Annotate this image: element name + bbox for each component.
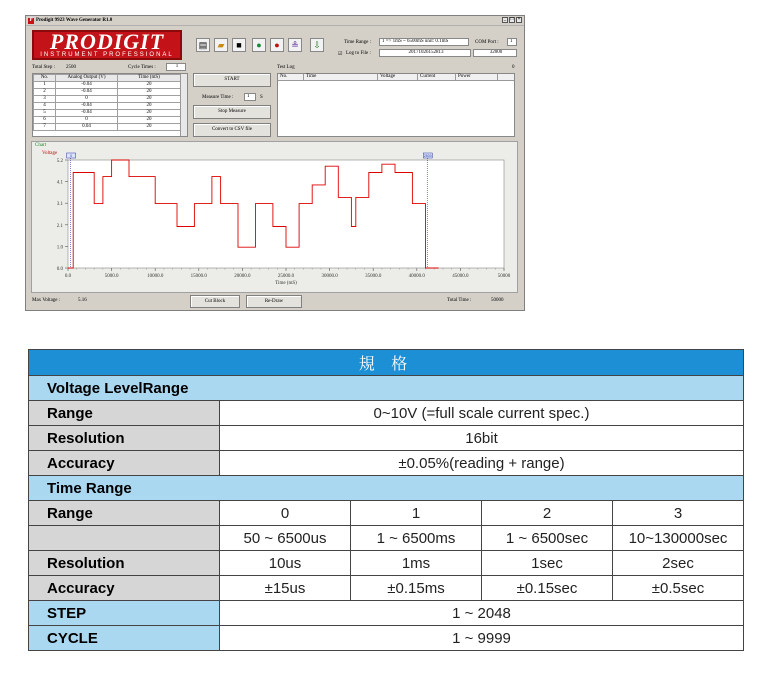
time-range-select[interactable]: 1 => 1mS ~ 6500mS unit: 0.1mS [379,38,469,46]
table-row[interactable] [34,96,181,103]
total-time-label: Total Time : [447,298,472,303]
window-controls [502,17,522,23]
time-range-1: 1 ~ 6500ms [351,526,482,551]
table-cell: -0.04 [56,82,118,89]
table-cell: 7 [34,124,56,131]
x-tick-label: 35000.0 [365,274,382,279]
chart-panel [31,141,518,293]
app-window [25,15,525,311]
time-col-2: 2 [482,501,613,526]
log-checkbox-icon[interactable]: ☑ [338,52,343,57]
start-button[interactable]: START [193,73,271,87]
table-cell: 1 [34,82,56,89]
col-no: No. [34,75,56,82]
step-table-scrollbar[interactable] [180,74,187,136]
y-tick-label: 2.1 [56,223,63,229]
time-range-blank [29,526,220,551]
time-accuracy-3: ±0.5sec [613,576,744,601]
voltage-range-label: Range [29,401,220,426]
voltage-chart[interactable] [32,142,517,292]
table-row[interactable] [34,82,181,89]
log-col-voltage: Voltage [378,74,418,80]
cut-block-button[interactable]: Cut Block [190,295,240,308]
time-col-1: 1 [351,501,482,526]
time-range-label: Time Range : [344,40,372,45]
table-row[interactable] [34,89,181,96]
time-range-0: 50 ~ 6500us [220,526,351,551]
time-range-2: 1 ~ 6500sec [482,526,613,551]
table-cell: -0.04 [56,110,118,117]
marker-label: 2500 [423,154,432,158]
table-row[interactable] [34,117,181,124]
log-to-file-label: Log to File : [346,51,371,56]
y-tick-label: 4.1 [56,180,63,186]
x-tick-label: 15000.0 [190,274,207,279]
save-icon[interactable]: ■ [232,38,246,52]
time-section-header: Time Range [29,476,744,501]
table-cell: 0 [56,96,118,103]
table-cell: -0.04 [56,89,118,96]
time-accuracy-label: Accuracy [29,576,220,601]
log-col-no: No. [278,74,304,80]
table-cell: 0 [56,117,118,124]
minimize-icon[interactable]: _ [503,17,507,22]
col-time: Time (mS) [118,75,181,82]
log-col-time: Time [304,74,378,80]
x-tick-label: 0.0 [64,274,72,279]
total-step-value: 2500 [66,65,76,70]
x-tick-label: 25000.0 [277,274,295,279]
add-icon[interactable]: ● [252,38,266,52]
table-cell: 4 [34,103,56,110]
step-value: 1 ~ 2048 [220,601,744,626]
time-accuracy-2: ±0.15sec [482,576,613,601]
prodigit-logo: PRODIGIT INSTRUMENT PROFESSIONAL [32,30,182,60]
voltage-resolution-value: 16bit [220,426,744,451]
x-tick-label: 10000.0 [147,274,164,279]
table-cell: 6 [34,117,56,124]
time-resolution-1: 1ms [351,551,482,576]
time-resolution-0: 10us [220,551,351,576]
marker-label: 0 [70,154,73,158]
time-accuracy-1: ±0.15ms [351,576,482,601]
y-tick-label: 1.0 [56,245,63,251]
total-step-label: Total Step : [32,65,55,70]
test-log-label: Test Log [277,65,295,70]
test-log-table [277,73,515,137]
convert-csv-button[interactable]: Convert to CSV file [193,123,271,137]
redraw-button[interactable]: Re-Draw [246,295,302,308]
cycle-label: CYCLE [29,626,220,651]
voltage-resolution-label: Resolution [29,426,220,451]
x-tick-label: 5000.0 [104,274,119,279]
title-bar [26,16,524,26]
table-cell: 20 [118,124,181,131]
test-log-header [278,74,514,81]
settings-icon[interactable]: ≗ [288,38,302,52]
time-resolution-label: Resolution [29,551,220,576]
cycle-times-label: Cycle Times : [128,65,156,70]
test-log-count: 0 [512,65,515,70]
voltage-accuracy-label: Accuracy [29,451,220,476]
close-icon[interactable]: × [517,17,521,22]
table-row[interactable] [34,110,181,117]
y-tick-label: 5.2 [56,159,63,164]
table-cell: 20 [118,89,181,96]
time-col-3: 3 [613,501,744,526]
table-cell: 3 [34,96,56,103]
log-col-current: Current [418,74,456,80]
cycle-times-input[interactable]: 1 [166,63,186,71]
y-axis-label: Voltage [42,151,58,156]
table-cell: 20 [118,110,181,117]
time-resolution-3: 2sec [613,551,744,576]
stop-icon[interactable]: ● [270,38,284,52]
x-axis-label: Time (mS) [275,281,297,286]
open-folder-icon[interactable]: ▰ [214,38,228,52]
log-col-power: Power [456,74,498,80]
download-icon[interactable]: ⇩ [310,38,324,52]
time-range-3: 10~130000sec [613,526,744,551]
com-port-input[interactable]: 1 [507,38,517,46]
voltage-range-value: 0~10V (=full scale current spec.) [220,401,744,426]
table-cell: 20 [118,96,181,103]
time-accuracy-0: ±15us [220,576,351,601]
time-range-label: Range [29,501,220,526]
step-table-container [32,73,188,137]
max-voltage-value: 5.16 [78,298,87,303]
log-count-input[interactable]: 32000 [473,49,517,57]
y-tick-label: 0.0 [56,267,63,272]
table-row[interactable] [34,103,181,110]
log-file-input[interactable]: 20171026152813 [379,49,471,57]
x-tick-label: 40000.0 [408,274,425,279]
com-port-label: COM Port : [475,40,499,45]
measure-time-input[interactable]: 1 [244,93,256,101]
table-cell: -0.04 [56,103,118,110]
table-cell: 20 [118,82,181,89]
measure-time-label: Measure Time : [202,95,234,100]
table-cell: 0.04 [56,124,118,131]
table-cell: 20 [118,103,181,110]
spec-table [28,349,744,651]
table-row[interactable] [34,124,181,131]
voltage-section-header: Voltage LevelRange [29,376,744,401]
x-tick-label: 45000.0 [452,274,469,279]
col-analog-output: Analog Output (V) [56,75,118,82]
stop-measure-button[interactable]: Stop Measure [193,105,271,119]
x-tick-label: 50000 [497,274,511,279]
table-cell: 20 [118,117,181,124]
total-time-value: 50000 [491,298,504,303]
spec-title: 規 格 [29,350,744,376]
time-col-0: 0 [220,501,351,526]
step-table [33,74,181,131]
maximize-icon[interactable]: □ [510,17,514,22]
app-icon: P [29,18,33,23]
time-resolution-2: 1sec [482,551,613,576]
cycle-value: 1 ~ 9999 [220,626,744,651]
measure-time-unit: S [260,95,263,100]
table-cell: 2 [34,89,56,96]
table-cell: 5 [34,110,56,117]
voltage-accuracy-value: ±0.05%(reading + range) [220,451,744,476]
step-label: STEP [29,601,220,626]
max-voltage-label: Max Voltage : [32,298,61,303]
x-tick-label: 20000.0 [234,274,251,279]
window-title: Prodigit 9923 Wave Generator R1.0 [36,18,113,23]
y-tick-label: 3.1 [56,202,63,208]
x-tick-label: 30000.0 [321,274,338,279]
new-file-icon[interactable]: ▤ [196,38,210,52]
chart-label: Chart [35,143,47,148]
